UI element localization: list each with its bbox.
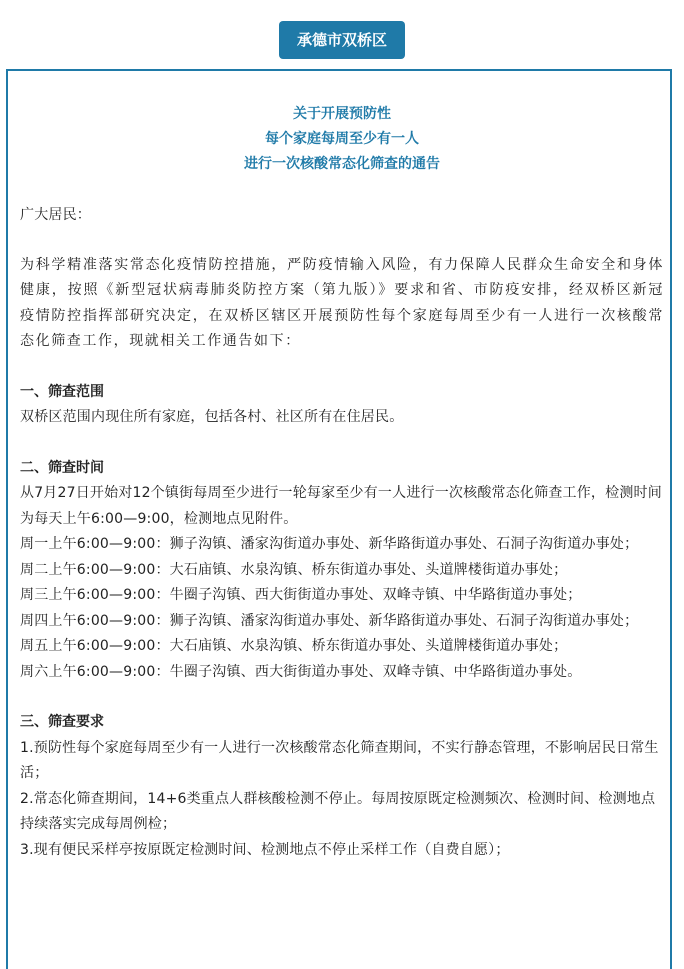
section-heading-scope: 一、筛查范围 bbox=[20, 383, 104, 400]
schedule-monday: 周一上午6:00—9:00：狮子沟镇、潘家沟街道办事处、新华路街道办事处、石洞子沟街道办事处； bbox=[20, 536, 639, 552]
schedule-thursday: 周四上午6:00—9:00：狮子沟镇、潘家沟街道办事处、新华路街道办事处、石洞子沟街道办事处； bbox=[20, 612, 639, 629]
badge-wrap bbox=[0, 21, 684, 59]
notice-title-line-1: 关于开展预防性 bbox=[293, 106, 391, 122]
requirement-2: 2.常态化筛查期间，14+6类重点人群核酸检测不停止。每周按原既定检测频次、检测时间、检测地点持续落实完成每周例检； bbox=[20, 790, 656, 832]
district-badge: 承德市双桥区 bbox=[279, 21, 405, 59]
requirement-3: 3.现有便民采样亭按原既定检测时间、检测地点不停止采样工作（自费自愿）； bbox=[20, 841, 510, 858]
notice-content bbox=[20, 102, 664, 863]
notice-title-line-3: 进行一次核酸常态化筛查的通告 bbox=[244, 156, 440, 172]
schedule-friday: 周五上午6:00—9:00：大石庙镇、水泉沟镇、桥东街道办事处、头道牌楼街道办事处； bbox=[20, 638, 568, 654]
schedule-saturday: 周六上午6:00—9:00：牛圈子沟镇、西大街街道办事处、双峰寺镇、中华路街道办事处。 bbox=[20, 663, 582, 680]
notice-title-line-2: 每个家庭每周至少有一人 bbox=[265, 131, 419, 147]
time-paragraph: 从7月27日开始对12个镇街每周至少进行一轮每家至少有一人进行一次核酸常态化筛查工作，检测时间为每天上午6:00—9:00，检测地点见附件。 bbox=[20, 485, 662, 527]
section-heading-requirements: 三、筛查要求 bbox=[20, 714, 104, 730]
schedule-tuesday: 周二上午6:00—9:00：大石庙镇、水泉沟镇、桥东街道办事处、头道牌楼街道办事处； bbox=[20, 561, 568, 578]
intro-paragraph: 为科学精准落实常态化疫情防控措施，严防疫情输入风险，有力保障人民群众生命安全和身体健康，按照《新型冠状病毒肺炎防控方案（第九版）》要求和省、市防疫安排，经双桥区新冠疫情防控指挥部研究决定，在双桥区辖区开展预防性每个家庭每周至少有一人进行一次核酸常态化筛查工作，现就相关工作通告如下： bbox=[20, 256, 664, 349]
section-heading-time: 二、筛查时间 bbox=[20, 459, 104, 476]
requirement-1: 1.预防性每个家庭每周至少有一人进行一次核酸常态化筛查期间，不实行静态管理，不影响居民日常生活； bbox=[20, 739, 659, 781]
scope-paragraph: 双桥区范围内现住所有家庭，包括各村、社区所有在住居民。 bbox=[20, 409, 404, 425]
schedule-wednesday: 周三上午6:00—9:00：牛圈子沟镇、西大街街道办事处、双峰寺镇、中华路街道办事处； bbox=[20, 587, 582, 603]
greeting: 广大居民： bbox=[20, 207, 91, 223]
